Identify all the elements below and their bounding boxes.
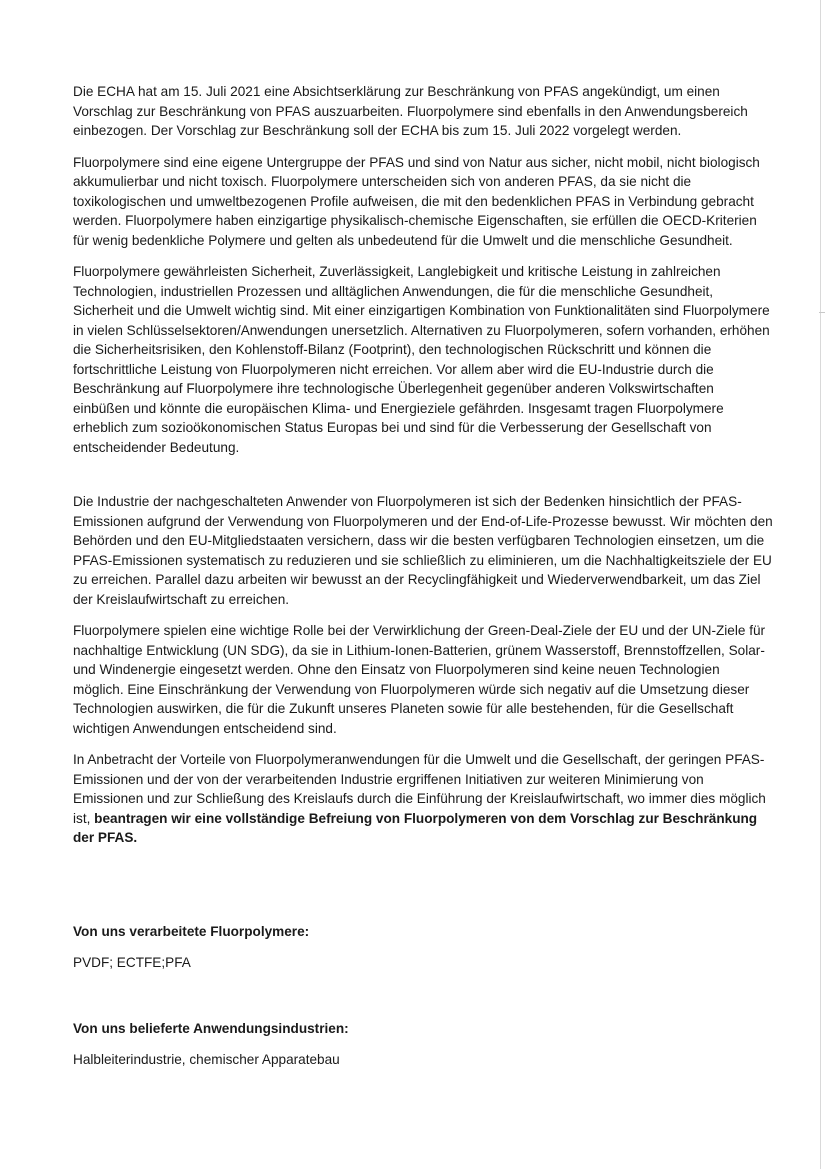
- exemption-request-bold: beantragen wir eine vollständige Befreiung von Fluorpolymeren von dem Vorschlag zur Beschränkung der PFAS.: [73, 810, 758, 845]
- section-spacer: [73, 860, 773, 922]
- application-industries-value: Halbleiterindustrie, chemischer Apparatebau: [73, 1052, 340, 1067]
- paragraph-industry-emissions: Die Industrie der nachgeschalteten Anwender von Fluorpolymeren ist sich der Bedenken hinsichtlich der PFAS-Emissionen aufgrund der Verwendung von Fluorpolymeren und der End-of-Life-Prozesse bewusst. Wir möchten den Behörden und den EU-Mitgliedstaaten versichern, dass wir die besten verfügbaren Technologien einsetzen, um die PFAS-Emissionen systematisch zu reduzieren und sie schließlich zu eliminieren, um die Nachhaltigkeitsziele der EU zu erreichen. Parallel dazu arbeiten wir bewusst an der Recyclingfähigkeit und Wiederverwendbarkeit, um das Ziel der Kreislaufwirtschaft zu erreichen.: [73, 494, 773, 607]
- processed-fluoropolymers-value: PVDF; ECTFE;PFA: [73, 955, 191, 970]
- paragraph-echa-announcement: Die ECHA hat am 15. Juli 2021 eine Absichtserklärung zur Beschränkung von PFAS angekündigt, um einen Vorschlag zur Beschränkung von PFAS auszuarbeiten. Fluorpolymere sind ebenfalls in den Anwendungsbereich einbezogen. Der Vorschlag zur Beschränkung soll der ECHA bis zum 15. Juli 2022 vorgelegt werden.: [73, 84, 748, 138]
- exemption-request-text: In Anbetracht der Vorteile von Fluorpolymeranwendungen für die Umwelt und die Gesellschaft, der geringen PFAS-Emissionen und der von der verarbeitenden Industrie ergriffenen Initiativen zur weiteren Minimierung von Emissionen und zur Schließung des Kreislaufs durch die Einführung der Kreislaufwirtschaft, wo immer dies möglich ist,: [73, 752, 766, 826]
- paragraph-exemption-request: [73, 750, 773, 848]
- processed-fluoropolymers-heading: Von uns verarbeitete Fluorpolymere:: [73, 923, 310, 939]
- scan-edge-mark: [819, 312, 825, 313]
- section-spacer-2: [73, 973, 773, 1019]
- document-body: [73, 82, 773, 1070]
- paragraph-fluoropolymer-benefits: Fluorpolymere gewährleisten Sicherheit, Zuverlässigkeit, Langlebigkeit und kritische Leistung in zahlreichen Technologien, industriellen Prozessen und alltäglichen Anwendungen, die für die menschliche Gesundheit, Sicherheit und die Umwelt wichtig sind. Mit einer einzigartigen Kombination von Funktionalitäten sind Fluorpolymere in vielen Schlüsselsektoren/Anwendungen unersetzlich. Alternativen zu Fluorpolymeren, sofern vorhanden, erhöhen die Sicherheitsrisiken, den Kohlenstoff-Bilanz (Footprint), den technologischen Rückschritt und können die fortschrittliche Leistung von Fluorpolymeren nicht erreichen. Vor allem aber wird die EU-Industrie durch die Beschränkung auf Fluorpolymere ihre technologische Überlegenheit gegenüber anderen Volkswirtschaften einbüßen und könnte die europäischen Klima- und Energieziele gefährden. Insgesamt tragen Fluorpolymere erheblich zum sozioökonomischen Status Europas bei und sind für die Verbesserung der Gesellschaft von entscheidender Bedeutung.: [73, 264, 770, 455]
- paragraph-spacer: [73, 469, 773, 492]
- paragraph-green-deal: Fluorpolymere spielen eine wichtige Rolle bei der Verwirklichung der Green-Deal-Ziele der EU und der UN-Ziele für nachhaltige Entwicklung (UN SDG), da sie in Lithium-Ionen-Batterien, grünem Wasserstoff, Brennstoffzellen, Solar- und Windenergie eingesetzt werden. Ohne den Einsatz von Fluorpolymeren sind keine neuen Technologien möglich. Eine Einschränkung der Verwendung von Fluorpolymeren würde sich negativ auf die Umsetzung dieser Technologien auswirken, die für die Zukunft unseres Planeten sowie für alle bestehenden, für die Gesellschaft wichtigen Anwendungen entscheidend sind.: [73, 623, 766, 736]
- scan-edge-line: [820, 0, 821, 1169]
- paragraph-fluoropolymer-properties: Fluorpolymere sind eine eigene Untergruppe der PFAS und sind von Natur aus sicher, nicht mobil, nicht biologisch akkumulierbar und nicht toxisch. Fluorpolymere unterscheiden sich von anderen PFAS, da sie nicht die toxikologischen und umweltbezogenen Profile aufweisen, die mit den bedenklichen PFAS in Verbindung gebracht werden. Fluorpolymere haben einzigartige physikalisch-chemische Eigenschaften, sie erfüllen die OECD-Kriterien für wenig bedenkliche Polymere und gelten als unbedeutend für die Umwelt und die menschliche Gesundheit.: [73, 154, 760, 248]
- application-industries-heading: Von uns belieferte Anwendungsindustrien:: [73, 1020, 349, 1036]
